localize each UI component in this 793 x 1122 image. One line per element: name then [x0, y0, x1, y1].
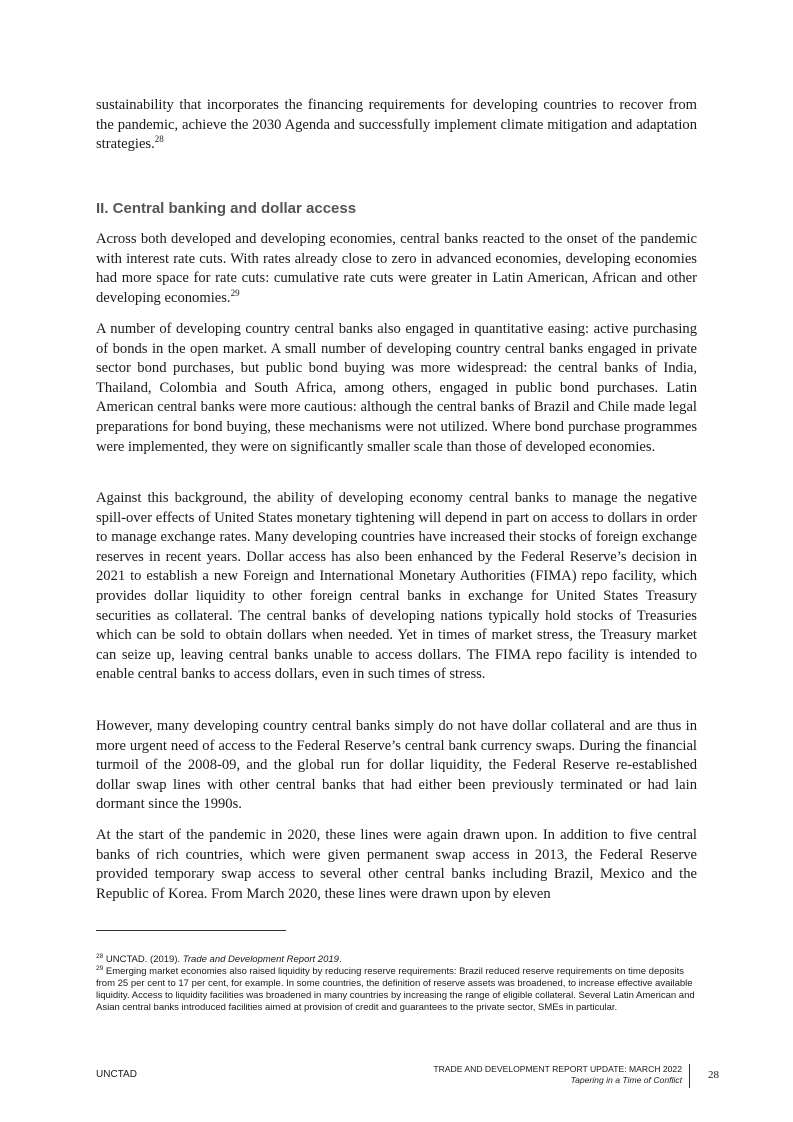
footer-org: UNCTAD [96, 1069, 137, 1080]
paragraph-swap-lines: However, many developing country central banks simply do not have dollar collateral and are thus in more urgent need of access to the Federal Reserve’s central bank currency swaps. During the financial turmoil of the 2008-09, and the global run for dollar liquidity, the Federal Reserve re-established dollar swap lines with other central banks that had either been previously terminated or had lain dormant since the 1990s. [96, 718, 697, 813]
footnote-29: $^{29}$ Emerging market economies also raised liquidity by reducing reserve requirements: Brazil reduced reserve requirements on time deposits from 25 per cent to 17 per cent, for example. In some countries, the definition of reserve assets was broadened, to increase effective available liquidity. Access to liquidity facilities was broadened in many countries by increasing the range of eligible collateral. Several Latin American and Asian central banks introduced facilities aimed at provision of credit and guarantees to the private sector, SMEs in particular. [96, 964, 695, 1014]
footer-report-title: TRADE AND DEVELOPMENT REPORT UPDATE: MARCH 2022 [433, 1064, 682, 1074]
footnote-ref-28: 28 [154, 134, 164, 145]
paragraph-pandemic-swaps: At the start of the pandemic in 2020, these lines were again drawn upon. In addition to five central banks of rich countries, which were given permanent swap access in 2013, the Federal Reserve provided temporary swap access to several other central banks including Brazil, Mexico and the Republic of Korea. From March 2020, these lines were drawn upon by eleven [96, 827, 697, 902]
paragraph-rate-cuts: Across both developed and developing economies, central banks reacted to the onset of the pandemic with interest rate cuts. With rates already close to zero in advanced economies, developing economies had more space for rate cuts: cumulative rate cuts were greater in Latin American, African and other developing economies.$^{29}$ [96, 231, 697, 306]
paragraph-quantitative-easing: A number of developing country central banks also engaged in quantitative easing: active purchasing of bonds in the open market. A small number of developing country central banks engaged in private sector bond purchases, but public bond buying was more widespread: the central banks of India, Thailand, Colombia and South Africa, among others, engaged in public bond purchases. Latin American central banks were more cautious: although the central banks of Brazil and Chile made legal preparations for bond buying, these mechanisms were not utilized. Where bond purchase programmes were implemented, they were on significantly smaller scale than those of developed economies. [96, 321, 697, 455]
footnote-28: $^{28}$ UNCTAD. (2019). Trade and Development Report 2019. [96, 952, 342, 965]
footer-divider [689, 1064, 690, 1088]
footnotes [96, 954, 697, 1014]
page-number: 28 [708, 1069, 719, 1081]
footnote-ref-29: 29 [230, 287, 240, 298]
footer-report [433, 1064, 682, 1086]
footer-report-subtitle: Tapering in a Time of Conflict [570, 1075, 682, 1085]
paragraph-dollar-access: Against this background, the ability of developing economy central banks to manage the negative spill-over effects of United States monetary tightening will depend in part on access to dollars in order to manage exchange rates. Many developing countries have increased their stocks of foreign exchange reserves in recent years. Dollar access has also been enhanced by the Federal Reserve’s decision in 2021 to establish a new Foreign and International Monetary Authorities (FIMA) repo facility, which provides dollar liquidity to other foreign central banks in exchange for United States Treasury securities as collateral. The central banks of developing nations typically hold stocks of Treasuries which can be sold to obtain dollars when needed. Yet in times of market stress, the Treasury market can seize up, leaving central banks unable to access dollars. The FIMA repo facility is intended to enable central banks to access dollars, even in such times of stress. [96, 490, 697, 683]
intro-paragraph: sustainability that incorporates the financing requirements for developing countries to recover from the pandemic, achieve the 2030 Agenda and successfully implement climate mitigation and adaptation strategies.$^{28}$ [96, 97, 697, 153]
section-heading: II. Central banking and dollar access [96, 200, 357, 217]
footnote-divider [96, 930, 286, 931]
